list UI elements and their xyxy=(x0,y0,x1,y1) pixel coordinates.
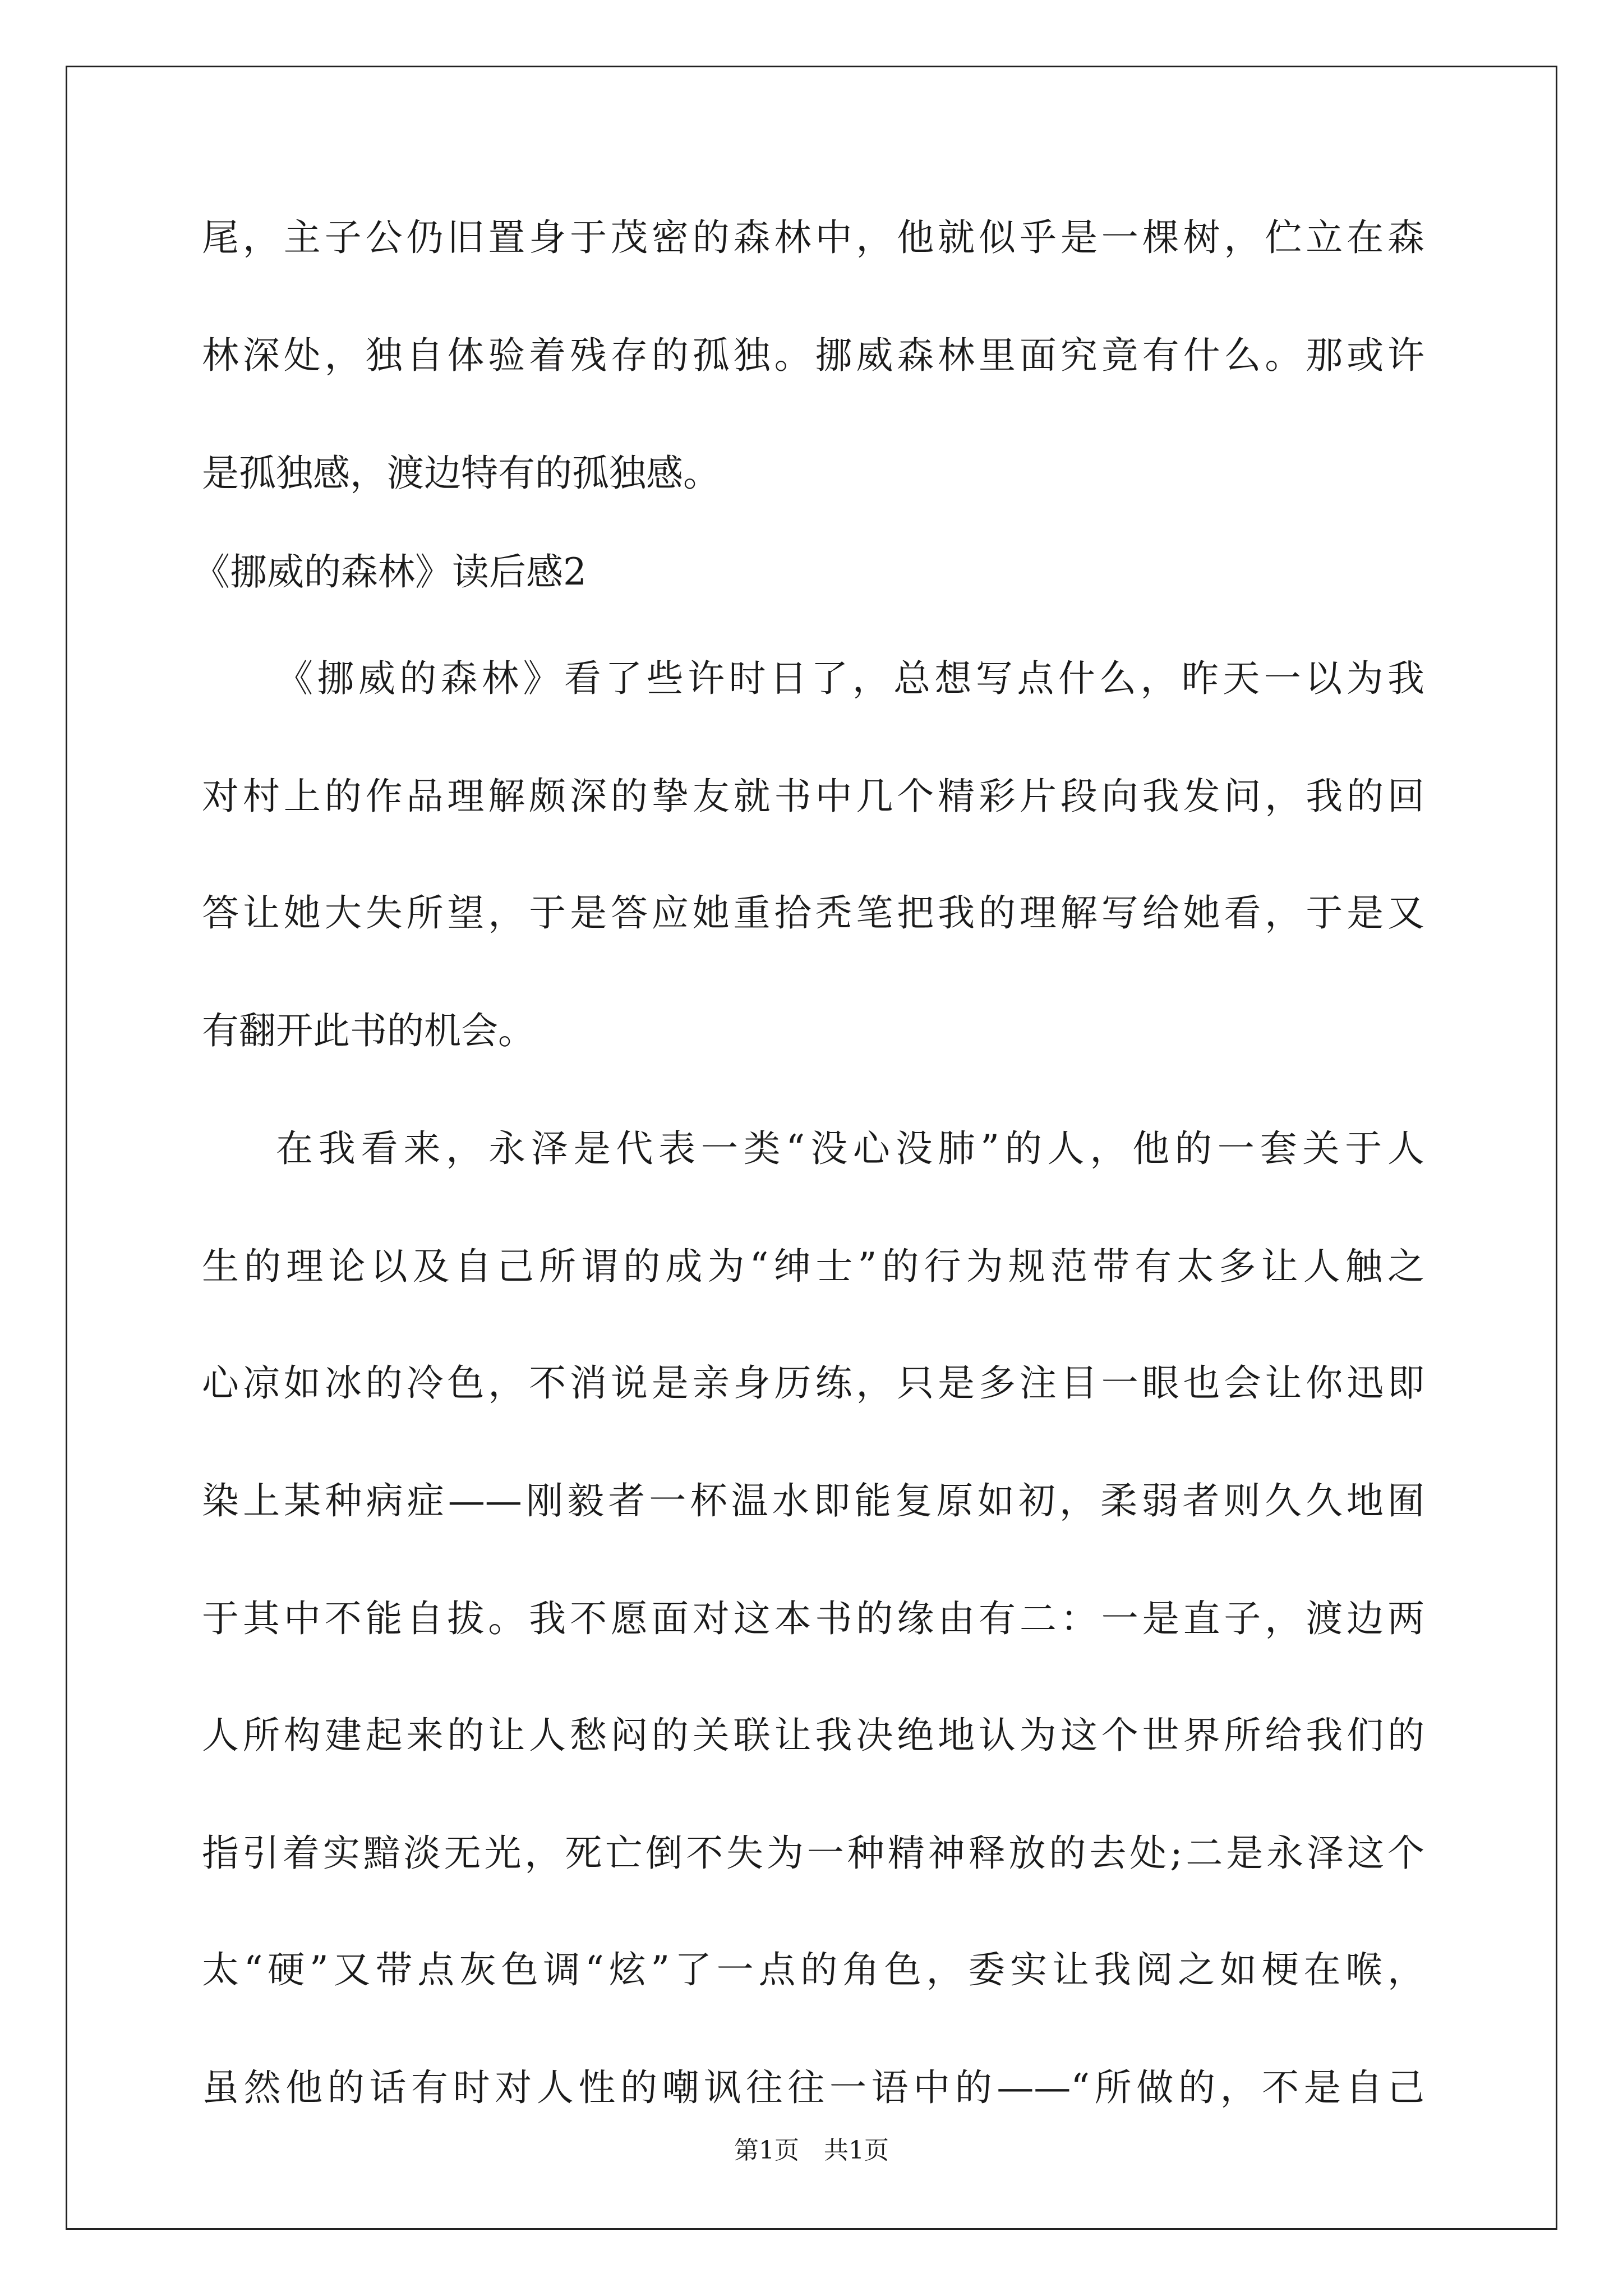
paragraph-line: 在我看来，永泽是代表一类“没心没肺”的人，他的一套关于人 xyxy=(276,1127,1424,1170)
paragraph-line: 生的理论以及自己所谓的成为“绅士”的行为规范带有太多让人触之 xyxy=(202,1245,1424,1288)
section-heading: 《挪威的森林》读后感2 xyxy=(193,550,587,593)
text-line: 林深处，独自体验着残存的孤独。挪威森林里面究竟有什么。那或许 xyxy=(202,334,1424,377)
paragraph-line: 答让她大失所望，于是答应她重拾秃笔把我的理解写给她看，于是又 xyxy=(202,891,1424,935)
paragraph-line: 对村上的作品理解颇深的挚友就书中几个精彩片段向我发问，我的回 xyxy=(202,775,1424,818)
paragraph-line: 心凉如冰的冷色，不消说是亲身历练，只是多注目一眼也会让你迅即 xyxy=(202,1361,1424,1405)
paragraph-line: 染上某种病症——刚毅者一杯温水即能复原如初，柔弱者则久久地囿 xyxy=(202,1479,1424,1522)
paragraph-line: 《挪威的森林》看了些许时日了，总想写点什么，昨天一以为我 xyxy=(276,657,1424,700)
text-line: 尾，主子公仍旧置身于茂密的森林中，他就似乎是一棵树，伫立在森 xyxy=(202,216,1424,259)
paragraph-line: 于其中不能自拔。我不愿面对这本书的缘由有二：一是直子，渡边两 xyxy=(202,1597,1424,1640)
text-line: 是孤独感，渡边特有的孤独感。 xyxy=(202,452,720,495)
paragraph-line: 有翻开此书的机会。 xyxy=(202,1009,535,1052)
paragraph-line: 虽然他的话有时对人性的嘲讽往往一语中的——“所做的，不是自己 xyxy=(202,2066,1424,2109)
page-number: 第1页 共1页 xyxy=(734,2136,889,2165)
paragraph-line: 指引着实黯淡无光，死亡倒不失为一种精神释放的去处;二是永泽这个 xyxy=(202,1832,1424,1875)
paragraph-line: 太“硬”又带点灰色调“炫”了一点的角色，委实让我阅之如梗在喉， xyxy=(202,1948,1424,1991)
paragraph-line: 人所构建起来的让人愁闷的关联让我决绝地认为这个世界所给我们的 xyxy=(202,1714,1424,1757)
